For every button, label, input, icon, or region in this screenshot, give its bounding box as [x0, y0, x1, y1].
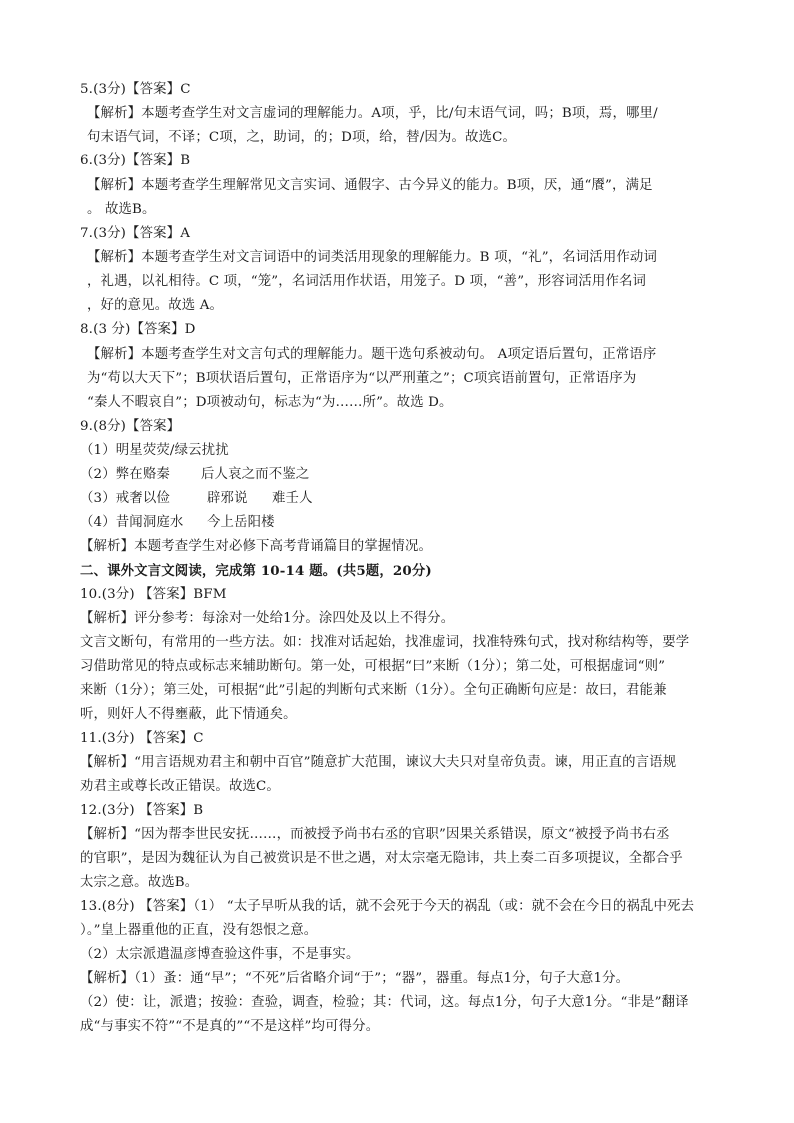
q5-explanation: 【解析】本题考查学生对文言虚词的理解能力。A项，乎，比/句末语气词，吗；B项，焉，哪里/	[87, 106, 658, 121]
q6-answer: 6.(3分)【答案】B	[80, 153, 191, 168]
q10-explanation-end: 听，则奸人不得壅蔽，此下情通矣。	[80, 707, 297, 722]
q8-explanation: 【解析】本题考查学生对文言句式的理解能力。题干选句系被动句。 A项定语后置句，正常语序	[87, 347, 657, 362]
q9-answer-2a: （2）弊在赂秦	[80, 467, 170, 482]
q8-explanation-cont: 为“苟以大天下”；B项状语后置句，正常语序为“以严刑董之”；C项宾语前置句，正常语序为	[87, 371, 637, 386]
q12-explanation-cont: 的官职”，是因为魏征认为自己被赏识是不世之遇，对太宗毫无隐讳，共上奏二百多项提议，全都合乎	[80, 851, 683, 866]
q6-explanation-cont: 。 故选B。	[87, 202, 156, 217]
q13-explanation-end: 成“与事实不符”“不是真的”“不是这样”均可得分。	[80, 1019, 380, 1034]
q10-explanation: 文言文断句，有常用的一些方法。如：找准对话起始，找准虚词，找准特殊句式，找对称结构等，要学	[80, 635, 690, 650]
q5-explanation-cont: 句末语气词，不译；C项，之，助词，的；D项，给，替/因为。故选C。	[87, 130, 517, 145]
q9-answer-4a: （4）昔闻洞庭水	[80, 515, 184, 530]
q10-scoring: 【解析】评分参考：每涂对一处给1分。涂四处及以上不得分。	[80, 611, 455, 626]
q13-answer-1-cont: ）。”皇上器重他的正直，没有怨恨之意。	[80, 923, 318, 938]
q7-answer: 7.(3分)【答案】A	[80, 226, 191, 241]
q11-explanation: 【解析】“用言语规劝君主和朝中百官”随意扩大范围，谏议大夫只对皇帝负责。谏，用正直的言语规	[80, 755, 677, 770]
q9-answer-2b: 后人哀之而不鉴之	[201, 467, 310, 482]
q13-answer: 13.(8分) 【答案】（1） “太子早听从我的话，就不会死于今天的祸乱（或：就不会在今日的祸乱中死去	[80, 899, 695, 914]
q9-answer: 9.(8分)【答案】	[80, 419, 181, 434]
section-two-heading: 二、课外文言文阅读，完成第 10-14 题。(共5题，20分)	[80, 563, 432, 579]
q9-explanation: 【解析】本题考查学生对必修下高考背诵篇目的掌握情况。	[80, 539, 433, 554]
q12-explanation: 【解析】“因为帮李世民安抚……，而被授予尚书右丞的官职”因果关系错误，原文“被授予尚书右丞	[80, 827, 670, 842]
q9-answer-4b: 今上岳阳楼	[207, 515, 275, 530]
q9-answer-3a: （3）戒奢以俭	[80, 491, 170, 506]
q9-answer-1: （1）明星荧荧/绿云扰扰	[80, 443, 229, 458]
q11-answer: 11.(3分) 【答案】C	[80, 731, 204, 746]
q10-answer: 10.(3分) 【答案】BFM	[80, 587, 227, 602]
q8-explanation-end: “秦人不暇哀自”；D项被动句，标志为“为……所”。故选 D。	[87, 395, 453, 410]
q11-explanation-end: 劝君主或尊长改正错误。故选C。	[80, 779, 280, 794]
q7-explanation-cont: ，礼遇，以礼相待。C 项，“笼”，名词活用作状语，用笼子。D 项，“善”，形容词活用作名词	[87, 274, 647, 289]
q7-explanation-end: ，好的意见。故选 A。	[87, 298, 224, 313]
q9-answer-3c: 难壬人	[272, 491, 313, 506]
q6-explanation: 【解析】本题考查学生理解常见文言实词、通假字、古今异义的能力。B项，厌，通“餍”，满足	[87, 178, 653, 193]
q13-answer-2: （2）太宗派遣温彦博查验这件事，不是事实。	[80, 947, 360, 962]
q9-answer-3b: 辟邪说	[207, 491, 248, 506]
q7-explanation: 【解析】本题考查学生对文言词语中的词类活用现象的理解能力。B 项，“礼”，名词活用作动词	[87, 250, 658, 265]
q13-explanation: 【解析】（1）蚤：通“早”；“不死”后省略介词“于”；“器”，器重。每点1分，句子大意1分。	[80, 971, 630, 986]
q10-explanation-cont: 习借助常见的特点或标志来辅助断句。第一处，可根据“曰”来断（1分）；第二处，可根据虚词“则”	[80, 659, 666, 674]
q8-answer: 8.(3 分)【答案】D	[80, 322, 196, 337]
q12-explanation-end: 太宗之意。故选B。	[80, 875, 199, 890]
q12-answer: 12.(3分) 【答案】B	[80, 803, 204, 818]
q5-answer: 5.(3分)【答案】C	[80, 82, 191, 97]
q10-explanation-cont2: 来断（1分）；第三处，可根据“此”引起的判断句式来断（1分）。全句正确断句应是：故曰，君能兼	[80, 683, 667, 698]
q13-explanation-cont: （2）使：让，派遣；按验：查验，调查，检验；其：代词，这。每点1分，句子大意1分。“非是”翻译	[80, 995, 689, 1010]
